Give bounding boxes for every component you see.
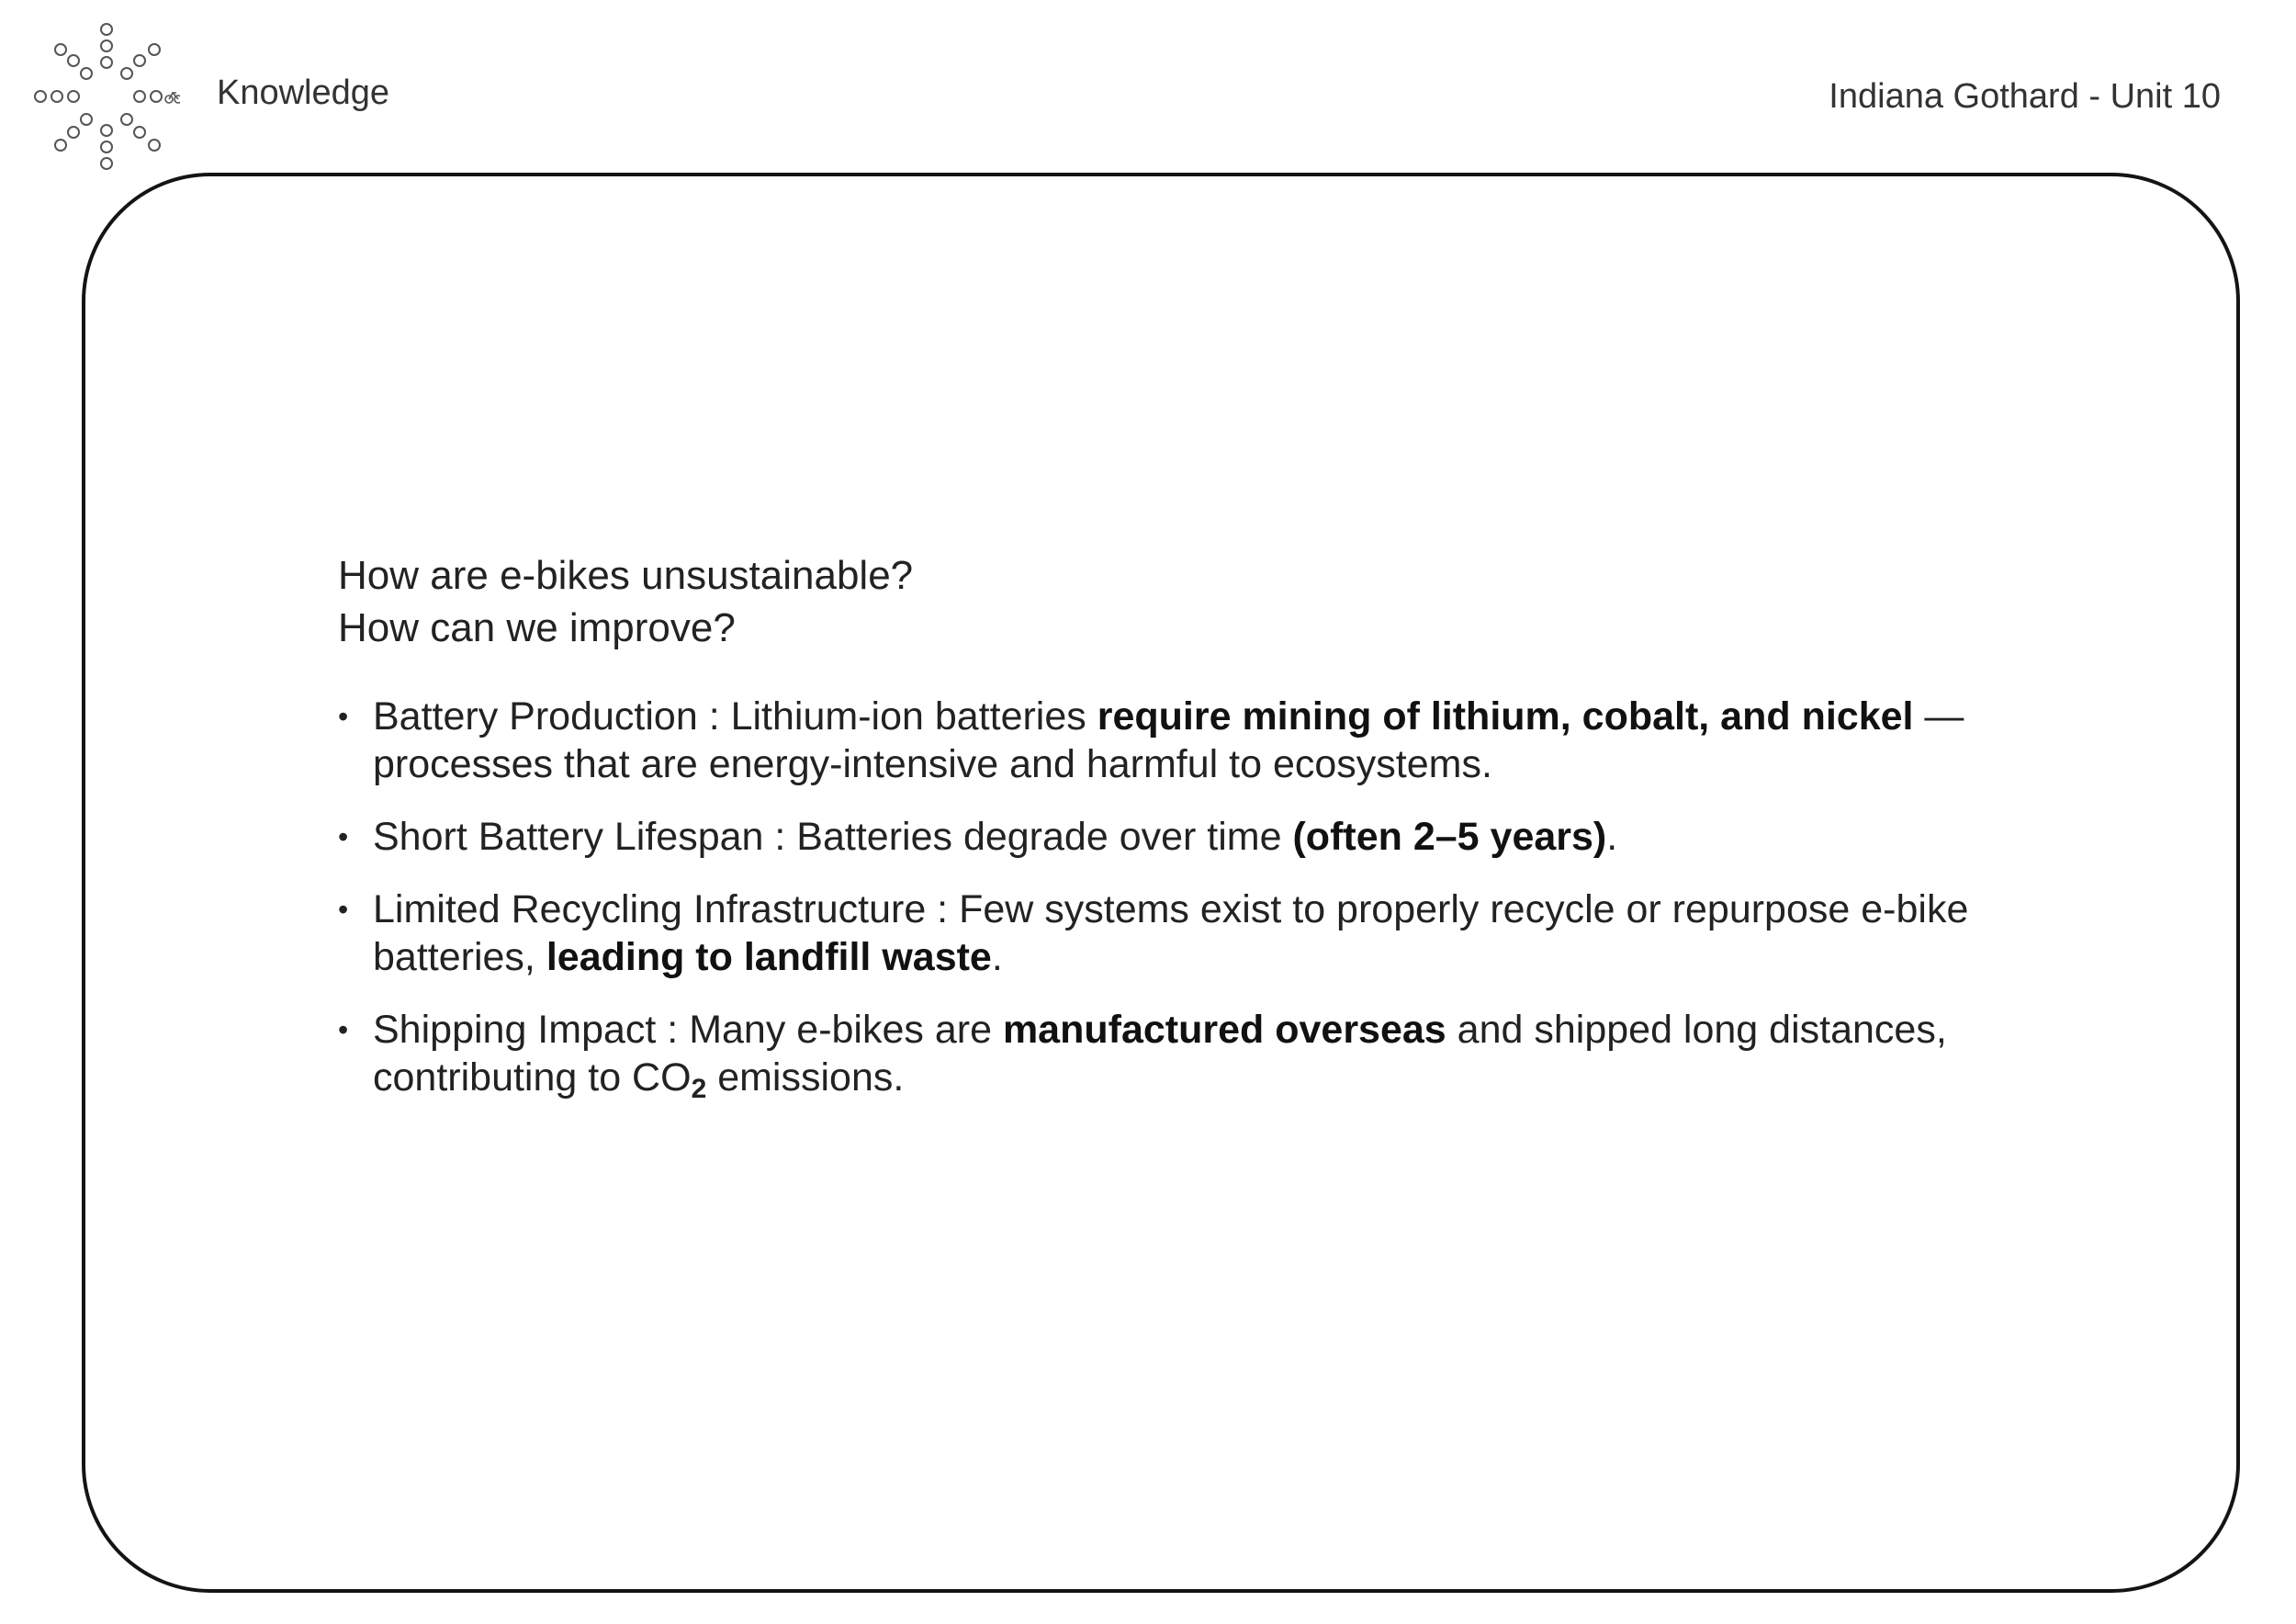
- bullet-icon: •: [338, 893, 349, 926]
- bullet-icon: •: [338, 820, 349, 853]
- points-list: [338, 693, 2083, 1104]
- list-item: • Short Battery Lifespan : Batteries degrade over time (often 2–5 years).: [338, 815, 1618, 859]
- list-item: • Shipping Impact : Many e-bikes are manufactured overseas and shipped long distances, contributing to $CO_2$ emissions.: [338, 1008, 1947, 1104]
- question-heading-2: How can we improve?: [338, 605, 736, 650]
- author-unit-label: Indiana Gothard - Unit 10: [1829, 77, 2221, 116]
- section-title: Knowledge: [217, 73, 390, 112]
- list-item: • Battery Production : Lithium-ion batteries require mining of lithium, cobalt, and nickel — processes that are energy-intensive and harmful to ecosystems.: [338, 694, 1964, 786]
- list-item: • Limited Recycling Infrastructure : Few systems exist to properly recycle or repurpose e-bike batteries, leading to landfill waste.: [338, 887, 1969, 979]
- question-heading-1: How are e-bikes unsustainable?: [338, 553, 914, 598]
- bullet-icon: •: [338, 700, 349, 733]
- bike-dots-logo-icon: [33, 22, 180, 178]
- bullet-icon: •: [338, 1013, 349, 1046]
- main-content: [338, 549, 2083, 1126]
